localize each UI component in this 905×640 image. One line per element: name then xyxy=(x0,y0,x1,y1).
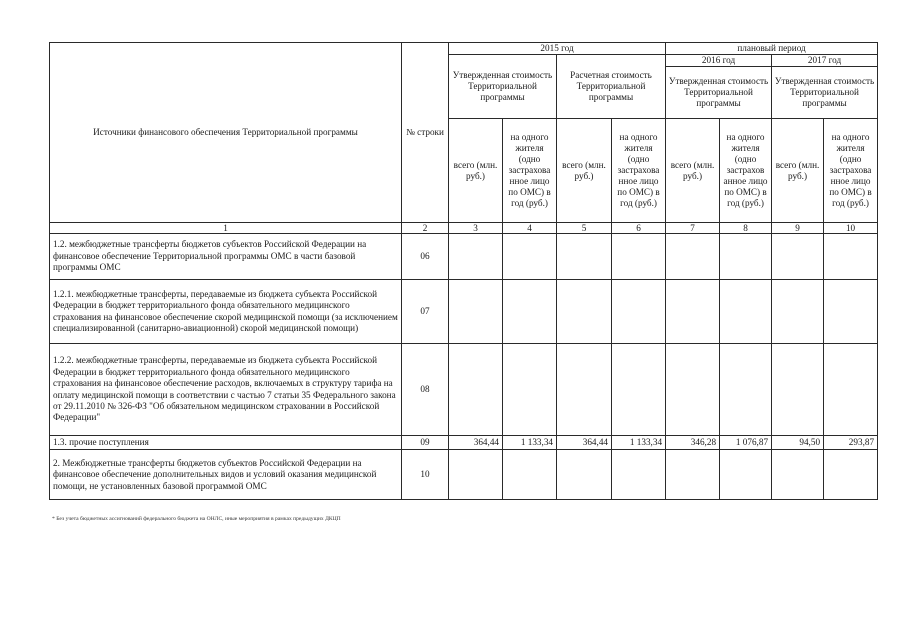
cell-value xyxy=(612,450,666,500)
col-number: 7 xyxy=(666,223,720,234)
col-number: 2 xyxy=(402,223,449,234)
cell-value xyxy=(503,450,557,500)
cell-value xyxy=(503,234,557,280)
total-2017-header: всего (млн. руб.) xyxy=(772,119,824,223)
cell-value xyxy=(449,280,503,344)
cell-value xyxy=(612,234,666,280)
cell-value xyxy=(720,280,772,344)
cell-value xyxy=(557,344,612,436)
row-code: 07 xyxy=(402,280,449,344)
year-2015-header: 2015 год xyxy=(449,43,666,55)
cell-value xyxy=(824,450,878,500)
cell-value: 94,50 xyxy=(772,436,824,450)
total-2015-approved-header: всего (млн. руб.) xyxy=(449,119,503,223)
per-resident-2015-calc-header: на одного жителя (одно застрахова нное лицо по ОМС) в год (руб.) xyxy=(612,119,666,223)
col-number: 10 xyxy=(824,223,878,234)
cell-value xyxy=(824,344,878,436)
cell-value: 364,44 xyxy=(557,436,612,450)
cell-value: 364,44 xyxy=(449,436,503,450)
table-row xyxy=(50,280,878,344)
cell-value xyxy=(612,344,666,436)
approved-cost-2015-header: Утвержденная стоимость Территориальной программы xyxy=(449,55,557,119)
cell-value xyxy=(666,234,720,280)
row-label: 2. Межбюджетные трансферты бюджетов субъектов Российской Федерации на финансовое обеспечение дополнительных видов и условий оказания медицинской помощи, не установленных базовой программой ОМС xyxy=(50,450,402,500)
column-numbers-row xyxy=(50,223,878,234)
cell-value xyxy=(557,234,612,280)
cell-value xyxy=(503,280,557,344)
col-number: 5 xyxy=(557,223,612,234)
approved-cost-2017-header: Утвержденная стоимость Территориальной программы xyxy=(772,67,878,119)
row-label: 1.2. межбюджетные трансферты бюджетов субъектов Российской Федерации на финансовое обеспечение Территориальной программы ОМС в части базовой программы ОМС xyxy=(50,234,402,280)
row-code: 06 xyxy=(402,234,449,280)
year-2017-header: 2017 год xyxy=(772,55,878,67)
cell-value xyxy=(666,450,720,500)
per-resident-2016-header: на одного жителя (одно застрахов анное лицо по ОМС) в год (руб.) xyxy=(720,119,772,223)
cell-value: 293,87 xyxy=(824,436,878,450)
cell-value xyxy=(772,280,824,344)
cell-value xyxy=(503,344,557,436)
cell-value xyxy=(772,344,824,436)
approved-cost-2016-header: Утвержденная стоимость Территориальной программы xyxy=(666,67,772,119)
cell-value: 1 133,34 xyxy=(503,436,557,450)
total-2015-calc-header: всего (млн. руб.) xyxy=(557,119,612,223)
col-number: 1 xyxy=(50,223,402,234)
per-resident-2015-approved-header: на одного жителя (одно застрахова нное лицо по ОМС) в год (руб.) xyxy=(503,119,557,223)
cell-value: 1 133,34 xyxy=(612,436,666,450)
row-code: 09 xyxy=(402,436,449,450)
col-number: 8 xyxy=(720,223,772,234)
row-label: 1.2.2. межбюджетные трансферты, передаваемые из бюджета субъекта Российской Федерации в бюджет территориального фонда обязательного медицинского страхования на финансовое обеспечение расходов, включаемых в структуру тарифа на оплату медицинской помощи в соответствии с частью 7 статьи 35 Федерального закона от 29.11.2010 № 326-ФЗ "Об обязательном медицинском страховании в Российской Федерации" xyxy=(50,344,402,436)
table-row xyxy=(50,234,878,280)
col-number: 9 xyxy=(772,223,824,234)
table-row xyxy=(50,450,878,500)
cell-value xyxy=(666,280,720,344)
table-row xyxy=(50,344,878,436)
per-resident-2017-header: на одного жителя (одно застрахова нное лицо по ОМС) в год (руб.) xyxy=(824,119,878,223)
planned-period-header: плановый период xyxy=(666,43,878,55)
cell-value xyxy=(720,234,772,280)
table-row xyxy=(50,436,878,450)
row-code: 08 xyxy=(402,344,449,436)
cell-value xyxy=(666,344,720,436)
calc-cost-2015-header: Расчетная стоимость Территориальной программы xyxy=(557,55,666,119)
col-number: 6 xyxy=(612,223,666,234)
cell-value: 1 076,87 xyxy=(720,436,772,450)
cell-value xyxy=(720,450,772,500)
col-number: 4 xyxy=(503,223,557,234)
cell-value xyxy=(772,450,824,500)
col-number: 3 xyxy=(449,223,503,234)
cell-value xyxy=(720,344,772,436)
row-number-header: № строки xyxy=(402,43,449,223)
cell-value xyxy=(449,450,503,500)
row-label: 1.2.1. межбюджетные трансферты, передаваемые из бюджета субъекта Российской Федерации в бюджет территориального фонда обязательного медицинского страхования на финансовое обеспечение скорой медицинской помощи (за исключением специализированной (санитарно-авиационной) скорой медицинской помощи) xyxy=(50,280,402,344)
financing-table xyxy=(49,42,878,500)
sources-header: Источники финансового обеспечения Территориальной программы xyxy=(50,43,402,223)
cell-value: 346,28 xyxy=(666,436,720,450)
total-2016-header: всего (млн. руб.) xyxy=(666,119,720,223)
year-2016-header: 2016 год xyxy=(666,55,772,67)
cell-value xyxy=(612,280,666,344)
cell-value xyxy=(449,234,503,280)
cell-value xyxy=(824,234,878,280)
cell-value xyxy=(824,280,878,344)
cell-value xyxy=(772,234,824,280)
row-label: 1.3. прочие поступления xyxy=(50,436,402,450)
cell-value xyxy=(449,344,503,436)
cell-value xyxy=(557,450,612,500)
footnote: * Без учета бюджетных ассигнований федерального бюджета на ОНЛС, иные мероприятия в рамках предыдущих ДКЦП xyxy=(52,516,341,522)
cell-value xyxy=(557,280,612,344)
row-code: 10 xyxy=(402,450,449,500)
